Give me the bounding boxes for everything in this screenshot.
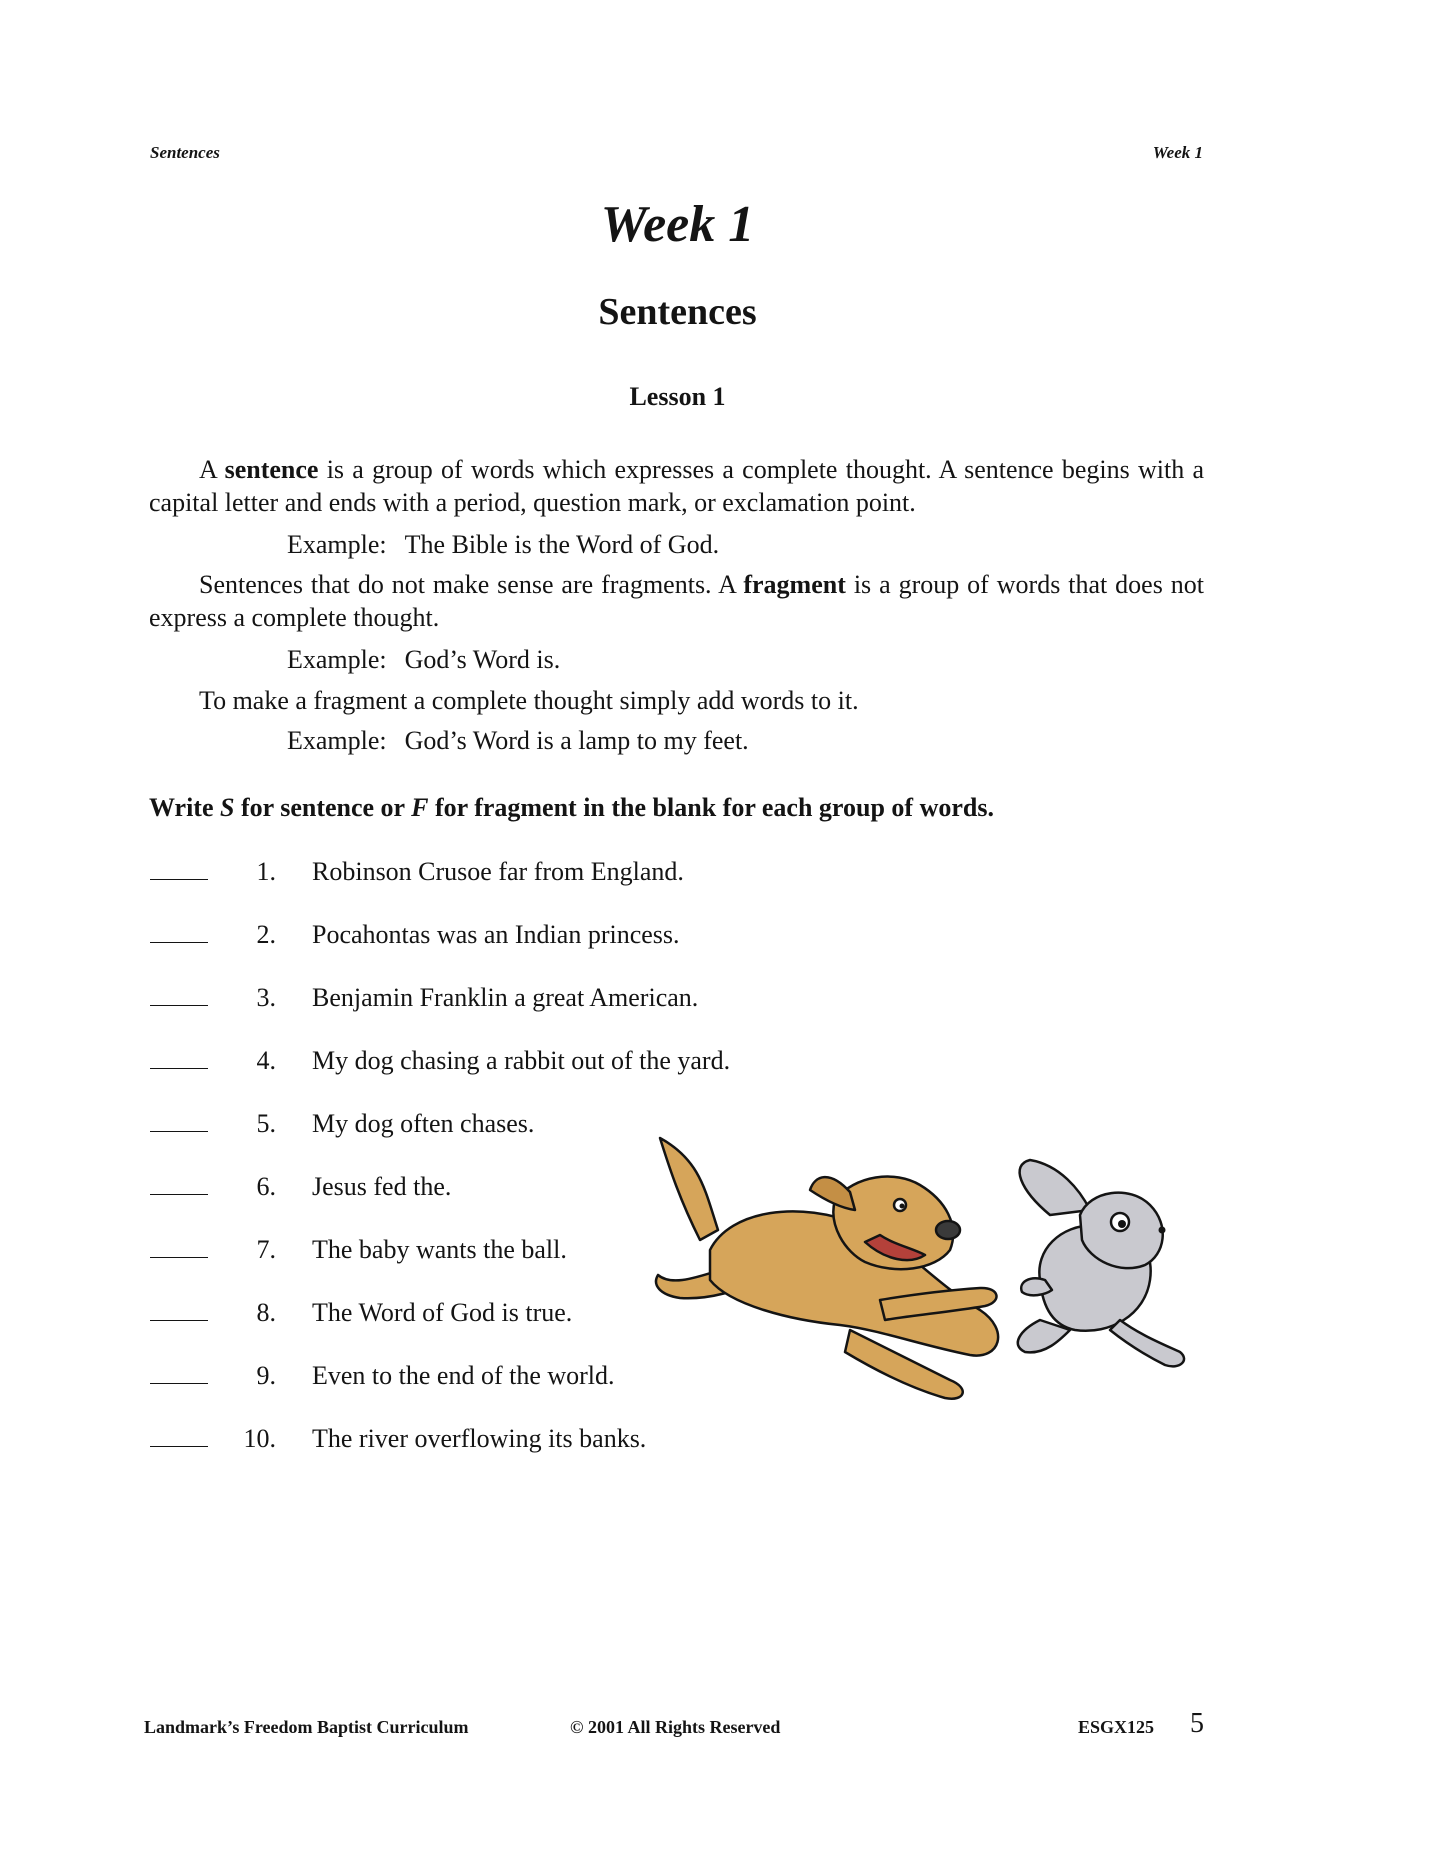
exercise-instructions: Write S for sentence or F for fragment in the blank for each group of words.	[149, 793, 994, 822]
example-2: Example: God’s Word is.	[287, 645, 561, 674]
example-3: Example: God’s Word is a lamp to my feet.	[287, 726, 749, 755]
answer-blank[interactable]	[150, 920, 208, 943]
answer-blank[interactable]	[150, 1046, 208, 1069]
exercise-item: 5. My dog often chases.	[150, 1109, 534, 1139]
exercise-item: 9. Even to the end of the world.	[150, 1361, 615, 1391]
rabbit-nose	[1159, 1227, 1166, 1234]
answer-blank[interactable]	[150, 857, 208, 880]
dog-chasing-rabbit-illustration	[650, 1130, 1210, 1420]
exercise-item: 8. The Word of God is true.	[150, 1298, 572, 1328]
term-sentence: sentence	[224, 455, 319, 484]
running-header-left: Sentences	[150, 143, 220, 162]
rabbit-ear	[1020, 1160, 1090, 1215]
dog-figure	[656, 1138, 998, 1399]
lesson-heading: Lesson 1	[629, 382, 726, 411]
answer-blank[interactable]	[150, 1298, 208, 1321]
dog-tail	[660, 1138, 718, 1240]
exercise-item: 7. The baby wants the ball.	[150, 1235, 567, 1265]
rabbit-figure	[1018, 1160, 1184, 1366]
exercise-item: 3. Benjamin Franklin a great American.	[150, 983, 698, 1013]
answer-blank[interactable]	[150, 1109, 208, 1132]
running-header-right: Week 1	[1152, 143, 1203, 162]
answer-blank[interactable]	[150, 1424, 208, 1447]
exercise-item: 1. Robinson Crusoe far from England.	[150, 857, 684, 887]
exercise-item: 2. Pocahontas was an Indian princess.	[150, 920, 680, 950]
answer-blank[interactable]	[150, 1361, 208, 1384]
exercise-item: 4. My dog chasing a rabbit out of the yard.	[150, 1046, 730, 1076]
exercise-item: 10. The river overflowing its banks.	[150, 1424, 646, 1454]
example-1: Example: The Bible is the Word of God.	[287, 530, 720, 559]
footer-course-code: ESGX125	[1078, 1717, 1155, 1737]
page-title: Week 1	[600, 196, 755, 253]
page-number: 5	[1190, 1708, 1204, 1739]
fragment-definition: Sentences that do not make sense are fragments. A fragment is a group of words that does not express a complete thought.	[149, 570, 1205, 632]
answer-blank[interactable]	[150, 1172, 208, 1195]
footer-copyright: © 2001 All Rights Reserved	[570, 1717, 781, 1737]
fix-fragment-note: To make a fragment a complete thought simply add words to it.	[199, 686, 859, 715]
rabbit-front-leg	[1110, 1320, 1184, 1366]
dog-nose	[936, 1221, 960, 1239]
page-subtitle: Sentences	[598, 291, 757, 333]
term-fragment: fragment	[743, 570, 846, 599]
dog-ear	[810, 1177, 855, 1210]
footer-publisher: Landmark’s Freedom Baptist Curriculum	[144, 1717, 469, 1737]
answer-blank[interactable]	[150, 1235, 208, 1258]
sentence-definition: A sentence is a group of words which expresses a complete thought. A sentence begins with a capital letter and ends with a period, question mark, or exclamation point.	[149, 455, 1204, 517]
exercise-item: 6. Jesus fed the.	[150, 1172, 451, 1202]
answer-blank[interactable]	[150, 983, 208, 1006]
